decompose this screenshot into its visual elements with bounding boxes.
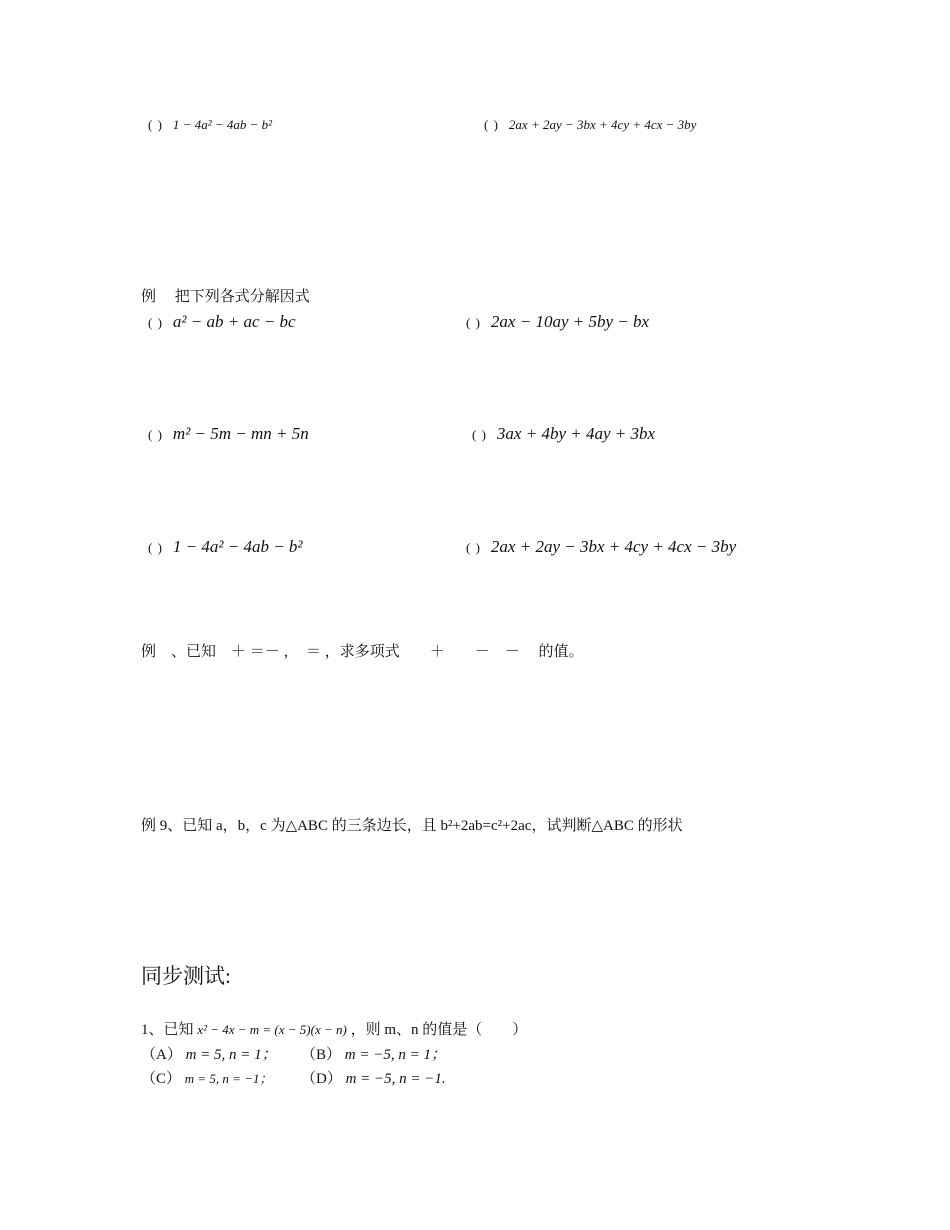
expression: 2ax + 2ay − 3bx + 4cy + 4cx − 3by bbox=[508, 117, 697, 132]
option-value: m = 5, n = 1； bbox=[185, 1047, 277, 1063]
option-label: （A） bbox=[141, 1047, 182, 1063]
factor-item-1 bbox=[148, 312, 296, 332]
top-right-item bbox=[484, 116, 696, 134]
answer-paren: ( ) bbox=[472, 427, 487, 442]
option-label: （D） bbox=[301, 1071, 342, 1087]
option-label: （B） bbox=[301, 1047, 342, 1063]
factor-item-3 bbox=[148, 424, 309, 444]
option-c bbox=[141, 1067, 272, 1088]
option-value: m = 5, n = −1； bbox=[184, 1071, 273, 1086]
sync-test-heading: 同步测试: bbox=[141, 964, 231, 988]
option-b bbox=[301, 1043, 446, 1064]
answer-paren: ( ) bbox=[148, 315, 163, 330]
expression: m² − 5m − mn + 5n bbox=[172, 424, 309, 443]
expression: 1 − 4a² − 4ab − b² bbox=[172, 117, 273, 132]
example-value-text: 例 、已知 ＋ ＝－ ， ＝ ，求多项式 ＋ － － 的值。 bbox=[141, 644, 584, 660]
expression: 1 − 4a² − 4ab − b² bbox=[172, 537, 303, 556]
factor-item-4 bbox=[472, 424, 655, 444]
option-value: m = −5, n = 1； bbox=[344, 1047, 446, 1063]
factor-item-2 bbox=[466, 312, 649, 332]
top-left-item bbox=[148, 116, 272, 134]
factor-item-5 bbox=[148, 537, 303, 557]
option-d bbox=[301, 1067, 446, 1088]
expression: 2ax + 2ay − 3bx + 4cy + 4cx − 3by bbox=[490, 537, 737, 556]
answer-paren: ( ) bbox=[148, 427, 163, 442]
option-label: （C） bbox=[141, 1071, 182, 1087]
stem-suffix: ，则 m、n 的值是（ ） bbox=[350, 1022, 528, 1038]
expression: a² − ab + ac − bc bbox=[172, 312, 296, 331]
stem-prefix: 1、已知 bbox=[141, 1022, 194, 1038]
expression: 2ax − 10ay + 5by − bx bbox=[490, 312, 650, 331]
option-a bbox=[141, 1043, 277, 1064]
example-9-text: 例 9、已知 a，b，c 为△ABC 的三条边长，且 b²+2ab=c²+2ac，试判断△ABC 的形状 bbox=[141, 818, 683, 834]
answer-paren: ( ) bbox=[466, 540, 481, 555]
answer-paren: ( ) bbox=[466, 315, 481, 330]
answer-paren: ( ) bbox=[484, 117, 499, 132]
expression: 3ax + 4by + 4ay + 3bx bbox=[496, 424, 656, 443]
answer-paren: ( ) bbox=[148, 117, 163, 132]
factor-item-6 bbox=[466, 537, 736, 557]
stem-expression: x² − 4x − m = (x − 5)(x − n) bbox=[197, 1022, 347, 1037]
question-1-stem bbox=[141, 1018, 527, 1039]
example-factor-heading: 例 把下列各式分解因式 bbox=[141, 289, 310, 305]
option-value: m = −5, n = −1. bbox=[345, 1071, 446, 1087]
answer-paren: ( ) bbox=[148, 540, 163, 555]
